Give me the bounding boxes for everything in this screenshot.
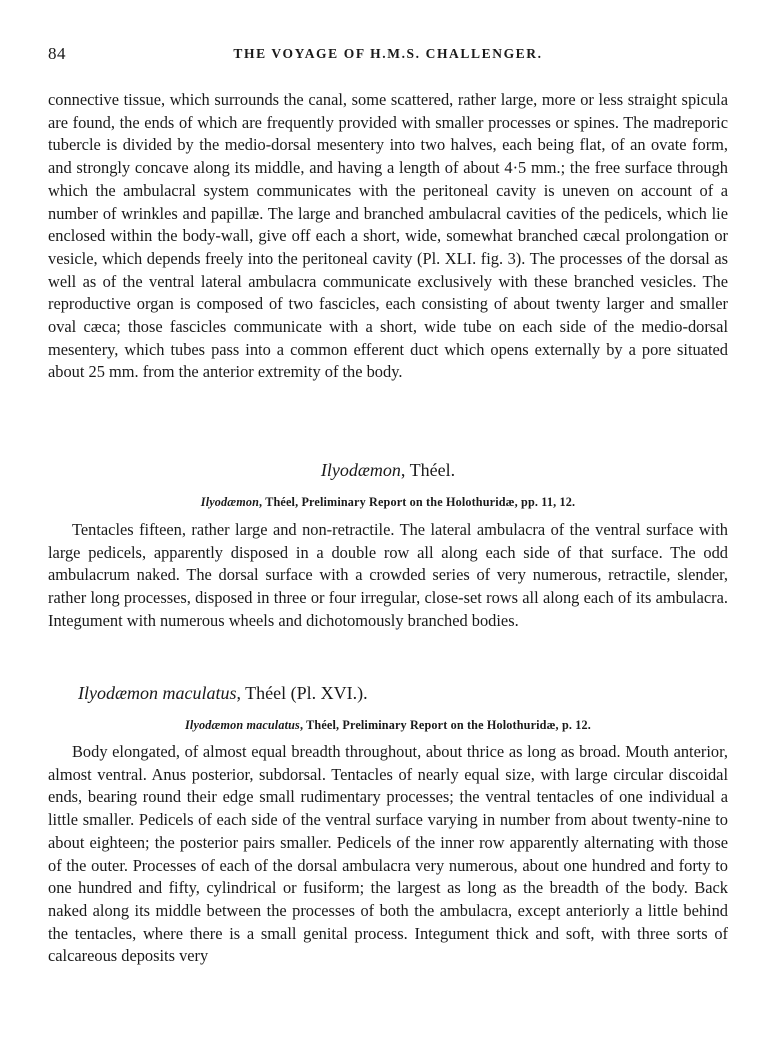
running-title: THE VOYAGE OF H.M.S. CHALLENGER.: [233, 46, 543, 61]
species-description-block: [48, 741, 728, 968]
genus-reference-text: , Théel, Preliminary Report on the Holothuridæ, pp. 11, 12.: [259, 495, 576, 509]
species-reference: [48, 718, 728, 733]
continued-paragraph: connective tissue, which surrounds the canal, some scattered, rather large, more or less straight spicula are found, the ends of which are frequently provided with smaller processes or spines. The madreporic tubercle is divided by the medio-dorsal mesentery into two halves, each being flat, of an ovate form, and strongly concave along its middle, and having a length of about 4·5 mm.; the free surface through which the ambulacral system communicates with the peritoneal cavity is uneven on account of a number of wrinkles and papillæ. The large and branched ambulacral cavities of the pedicels, which lie enclosed within the body-wall, give off each a short, wide, somewhat branched cæcal prolongation or vesicle, which depends freely into the peritoneal cavity (Pl. XLI. fig. 3). The processes of the dorsal as well as of the ventral lateral ambulacra communicate exclusively with these branched vesicles. The reproductive organ is composed of two fascicles, each consisting of about twenty larger and smaller oval cæca; those fascicles communicate with a short, wide tube on each side of the medio-dorsal mesentery, which tubes pass into a common efferent duct which opens externally by a pore situated about 25 mm. from the anterior extremity of the body.: [48, 90, 728, 382]
genus-author: , Théel.: [400, 460, 456, 480]
species-reference-name: Ilyodæmon maculatus: [185, 718, 300, 732]
page-number: 84: [48, 44, 66, 63]
page-header: [48, 44, 728, 70]
species-description: Body elongated, of almost equal breadth throughout, about thrice as long as broad. Mouth anterior, almost ventral. Anus posterior, subdorsal. Tentacles of nearly equal size, with large circular discoidal ends, bearing round their edge small rudimentary processes; the ventral tentacles of one individual a little smaller. Pedicels of each side of the ventral surface varying in number from about twenty-nine to about eighteen; the posterior pairs smaller. Pedicels of the inner row apparently alternating with those of the outer. Processes of each of the dorsal ambulacra very numerous, about one hundred and forty to one hundred and fifty, cylindrical or fusiform; the largest as long as the breadth of the body. Back naked along its middle between the processes of both the ambulacra, except anteriorly a little behind the tentacles, where there is a small genital process. Integument thick and soft, with three sorts of calcareous deposits very: [48, 742, 728, 966]
genus-heading: [48, 460, 728, 481]
species-name: Ilyodæmon maculatus: [78, 683, 237, 703]
genus-reference-name: Ilyodæmon: [200, 495, 260, 509]
species-reference-text: , Théel, Preliminary Report on the Holothuridæ, p. 12.: [299, 718, 591, 732]
genus-name: Ilyodæmon: [320, 460, 401, 480]
genus-reference: [48, 495, 728, 510]
species-author: , Théel (Pl. XVI.).: [236, 683, 368, 703]
continued-paragraph-block: [48, 89, 728, 384]
genus-description-block: [48, 519, 728, 633]
species-heading: [78, 683, 368, 704]
genus-description: Tentacles fifteen, rather large and non-retractile. The lateral ambulacra of the ventral surface with large pedicels, apparently disposed in a double row all along each side of that surface. The odd ambulacrum naked. The dorsal surface with a crowded series of very numerous, retractile, slender, rather long processes, disposed in three or four irregular, close-set rows all along each of its ambulacra. Integument with numerous wheels and dichotomously branched bodies.: [48, 520, 728, 630]
